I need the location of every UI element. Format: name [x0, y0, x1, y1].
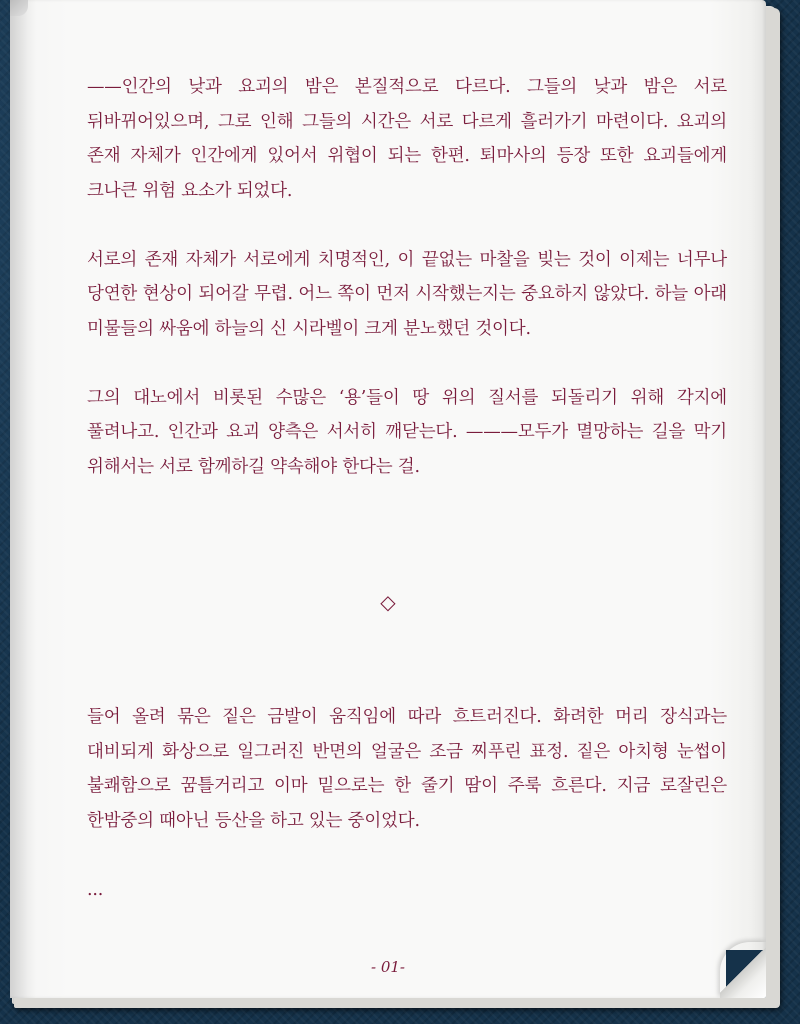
paragraph-1: ——인간의 낮과 요괴의 밤은 본질적으로 다르다. 그들의 낮과 밤은 서로 뒤바뀌어있으며, 그로 인해 그들의 시간은 서로 다르게 흘러가기 마련이다. 요괴의 존재 자체가 인간에게 있어서 위협이 되는 한편. 퇴마사의 등장 또한 요괴들에게 크나큰 위험 요소가 되었다.: [87, 77, 727, 201]
page-number: - 01-: [371, 958, 405, 976]
book-page: [10, 0, 766, 998]
paragraph-3: 그의 대노에서 비롯된 수많은 ‘용’들이 땅 위의 질서를 되돌리기 위해 각지에 풀려나고. 인간과 요괴 양측은 서서히 깨닫는다. ———모두가 멸망하는 길을 막기 위해서는 서로 함께하길 약속해야 한다는 걸.: [87, 387, 727, 477]
spine-shadow: [10, 0, 36, 998]
intro-text-block: [87, 70, 727, 519]
section-divider-diamond-icon: ◇: [380, 590, 396, 614]
ellipsis-text: ...: [87, 879, 104, 900]
story-text-block: [87, 700, 727, 942]
paragraph-4: 들어 올려 묶은 짙은 금발이 움직임에 따라 흐트러진다. 화려한 머리 장식과는 대비되게 화상으로 일그러진 반면의 얼굴은 조금 찌푸린 표정. 짙은 아치형 눈썹이 불쾌함으로 꿈틀거리고 이마 밑으로는 한 줄기 땀이 주룩 흐른다. 지금 로잘린은 한밤중의 때아닌 등산을 하고 있는 중이었다.: [87, 707, 727, 831]
paragraph-2: 서로의 존재 자체가 서로에게 치명적인, 이 끝없는 마찰을 빚는 것이 이제는 너무나 당연한 현상이 되어갈 무렵. 어느 쪽이 먼저 시작했는지는 중요하지 않았다. 하늘 아래 미물들의 싸움에 하늘의 신 시라벨이 크게 분노했던 것이다.: [87, 249, 727, 339]
